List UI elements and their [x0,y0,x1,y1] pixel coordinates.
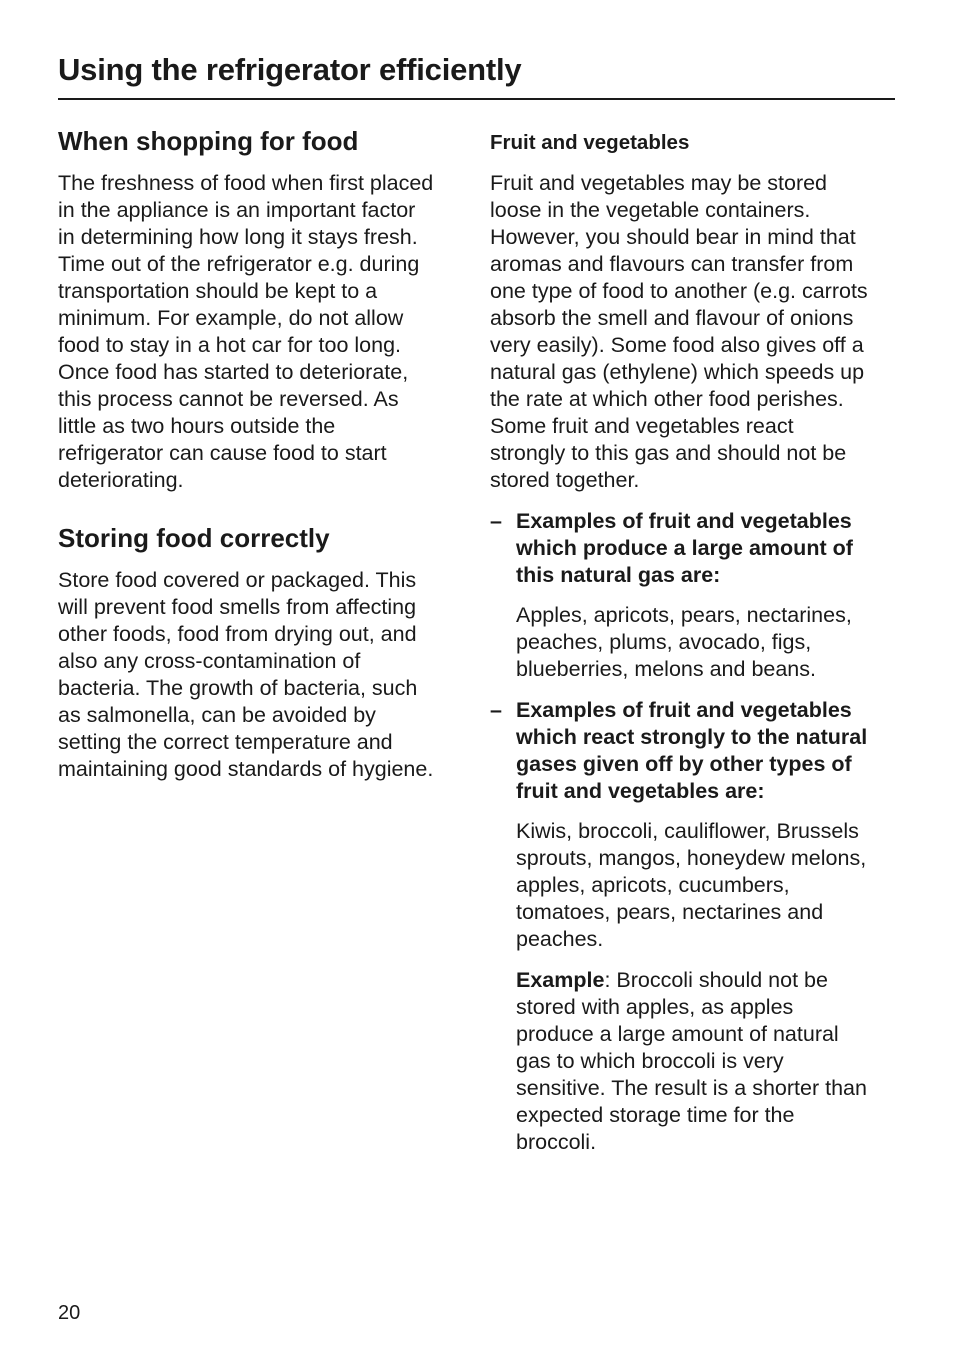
text-line: blueberries, melons and beans. [516,657,816,681]
text-line: Once food has started to deteriorate, [58,360,409,384]
text-line: will prevent food smells from affecting [58,595,417,619]
text-line: this process cannot be reversed. As [58,387,399,411]
bullet-heading-producers [516,508,853,589]
text-line: little as two hours outside the [58,414,336,438]
text-line: broccoli. [516,1130,597,1154]
text-line: However, you should bear in mind that [490,225,856,249]
bullet-dash: – [490,698,502,722]
text-line: stored with apples, as apples [516,995,794,1019]
text-line: also any cross-contamination of [58,649,361,673]
text-line: Apples, apricots, pears, nectarines, [516,603,852,627]
text-line: as salmonella, can be avoided by [58,703,376,727]
text-line: Kiwis, broccoli, cauliflower, Brussels [516,819,859,843]
text-line: minimum. For example, do not allow [58,306,404,330]
text-line: in the appliance is an important factor [58,198,416,222]
text-line: other foods, food from drying out, and [58,622,417,646]
text-line: loose in the vegetable containers. [490,198,811,222]
example-paragraph [516,967,867,1156]
section-heading-storing: Storing food correctly [58,523,330,553]
bullet-body-producers [516,602,852,683]
text-line: absorb the smell and flavour of onions [490,306,854,330]
text-line: in determining how long it stays fresh. [58,225,418,249]
text-line [516,967,867,994]
text-line: strongly to this gas and should not be [490,441,847,465]
text-line: Examples of fruit and vegetables [516,698,852,722]
section-heading-shopping: When shopping for food [58,126,359,156]
text-line: sensitive. The result is a shorter than [516,1076,867,1100]
bullet-dash: – [490,509,502,533]
text-line: gas to which broccoli is very [516,1049,784,1073]
paragraph-fruit [490,170,868,494]
text-line: maintaining good standards of hygiene. [58,757,434,781]
text-line: deteriorating. [58,468,184,492]
paragraph-storing [58,567,433,783]
text-line: stored together. [490,468,640,492]
page-title: Using the refrigerator efficiently [58,52,522,87]
text-line: Time out of the refrigerator e.g. during [58,252,420,276]
text-line: which produce a large amount of [516,536,853,560]
text-line: Some fruit and vegetables react [490,414,794,438]
paragraph-shopping [58,170,433,494]
text-line: food to stay in a hot car for too long. [58,333,402,357]
bullet-heading-sensitive [516,697,867,805]
text-line: peaches. [516,927,604,951]
text-line: Store food covered or packaged. This [58,568,417,592]
text-line: refrigerator can cause food to start [58,441,387,465]
text-line: aromas and flavours can transfer from [490,252,854,276]
page-number: 20 [58,1302,81,1324]
text-line: The freshness of food when first placed [58,171,434,195]
subheading-fruit: Fruit and vegetables [490,131,690,154]
text-line: Examples of fruit and vegetables [516,509,852,533]
text-line: produce a large amount of natural [516,1022,839,1046]
text-line: Fruit and vegetables may be stored [490,171,828,195]
text-line: the rate at which other food perishes. [490,387,844,411]
text-line: this natural gas are: [516,563,721,587]
text-line: sprouts, mangos, honeydew melons, [516,846,867,870]
text-line: which react strongly to the natural [516,725,868,749]
example-first-line: : Broccoli should not be [604,968,828,992]
example-label: Example [516,968,605,992]
text-line: natural gas (ethylene) which speeds up [490,360,865,384]
text-line: bacteria. The growth of bacteria, such [58,676,418,700]
text-line: expected storage time for the [516,1103,795,1127]
bullet-body-sensitive [516,818,866,953]
title-rule [58,98,895,100]
text-line: apples, apricots, cucumbers, [516,873,790,897]
text-line: gases given off by other types of [516,752,852,776]
text-line: very easily). Some food also gives off a [490,333,864,357]
text-line: one type of food to another (e.g. carrots [490,279,868,303]
text-line: fruit and vegetables are: [516,779,765,803]
text-line: peaches, plums, avocado, figs, [516,630,812,654]
text-line: setting the correct temperature and [58,730,393,754]
text-line: transportation should be kept to a [58,279,378,303]
text-line: tomatoes, pears, nectarines and [516,900,824,924]
